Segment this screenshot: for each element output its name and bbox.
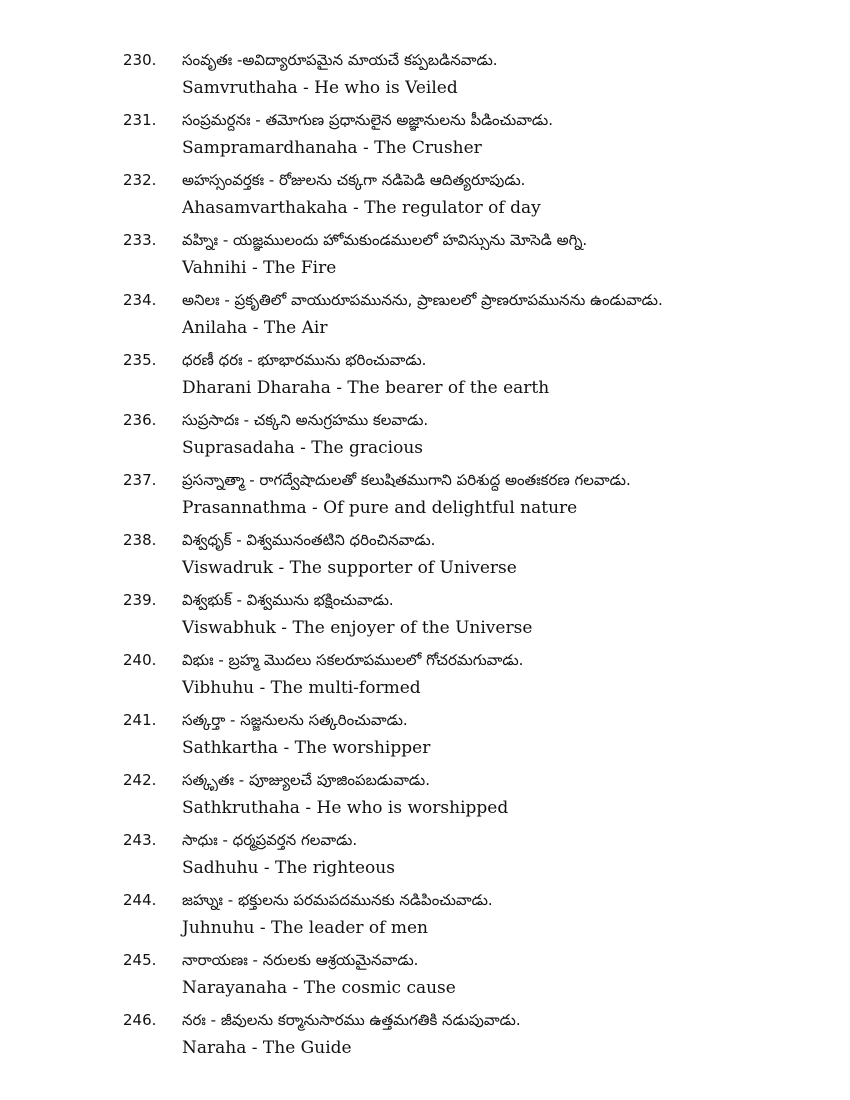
entry-242 (0, 764, 850, 824)
entry-239 (0, 584, 850, 644)
entry-number: 237. (123, 471, 157, 489)
entry-telugu-text: అహస్సంవర్తకః - రోజులను చక్కగా నడిపెడి ఆదిత్యరూపుడు. (182, 171, 526, 189)
entry-number: 238. (123, 531, 157, 549)
entry-telugu-text: సత్కర్తా - సజ్జనులను సత్కరించువాడు. (182, 711, 408, 729)
entry-english-text: Narayanaha - The cosmic cause (182, 978, 456, 998)
entry-237 (0, 464, 850, 524)
entry-230 (0, 44, 850, 104)
entry-english-text: Naraha - The Guide (182, 1038, 352, 1058)
entry-232 (0, 164, 850, 224)
entry-234 (0, 284, 850, 344)
entry-english-text: Ahasamvarthakaha - The regulator of day (182, 198, 541, 218)
entry-246 (0, 1004, 850, 1064)
entry-245 (0, 944, 850, 1004)
entry-english-text: Sampramardhanaha - The Crusher (182, 138, 482, 158)
entry-telugu-text: అనిలః - ప్రకృతిలో వాయురూపమునను, ప్రాణులలో ప్రాణరూపమునను ఉండువాడు. (182, 291, 663, 309)
entry-english-text: Sadhuhu - The righteous (182, 858, 395, 878)
entry-english-text: Viswadruk - The supporter of Universe (182, 558, 517, 578)
entry-english-text: Vibhuhu - The multi-formed (182, 678, 421, 698)
entry-telugu-text: నరః - జీవులను కర్మానుసారము ఉత్తమగతికి నడుపువాడు. (182, 1011, 521, 1029)
entry-number: 231. (123, 111, 157, 129)
entry-telugu-text: ప్రసన్నాత్మా - రాగద్వేషాదులతో కలుషితముగాని పరిశుద్ధ అంతఃకరణ గలవాడు. (182, 471, 631, 489)
entry-number: 234. (123, 291, 157, 309)
entry-english-text: Viswabhuk - The enjoyer of the Universe (182, 618, 533, 638)
entry-list (0, 44, 850, 1064)
entry-english-text: Dharani Dharaha - The bearer of the earth (182, 378, 550, 398)
entry-telugu-text: విశ్వధృక్ - విశ్వమునంతటిని ధరించినవాడు. (182, 531, 436, 549)
entry-number: 242. (123, 771, 157, 789)
entry-number: 236. (123, 411, 157, 429)
entry-233 (0, 224, 850, 284)
entry-number: 230. (123, 51, 157, 69)
entry-telugu-text: సుప్రసాదః - చక్కని అనుగ్రహము కలవాడు. (182, 411, 429, 429)
entry-number: 239. (123, 591, 157, 609)
entry-number: 243. (123, 831, 157, 849)
entry-english-text: Sathkruthaha - He who is worshipped (182, 798, 509, 818)
entry-241 (0, 704, 850, 764)
entry-telugu-text: సంప్రమర్దనః - తమోగుణ ప్రధానులైన అజ్ఞానులను పీడించువాడు. (182, 111, 553, 129)
entry-english-text: Prasannathma - Of pure and delightful nature (182, 498, 578, 518)
entry-number: 235. (123, 351, 157, 369)
entry-number: 240. (123, 651, 157, 669)
entry-english-text: Samvruthaha - He who is Veiled (182, 78, 458, 98)
entry-telugu-text: నారాయణః - నరులకు ఆశ్రయమైనవాడు. (182, 951, 419, 969)
entry-telugu-text: జహ్నుః - భక్తులను పరమపదమునకు నడిపించువాడు. (182, 891, 493, 909)
entry-243 (0, 824, 850, 884)
entry-telugu-text: సత్కృతః - పూజ్యులచే పూజింపబడువాడు. (182, 771, 430, 789)
entry-238 (0, 524, 850, 584)
entry-240 (0, 644, 850, 704)
entry-english-text: Sathkartha - The worshipper (182, 738, 431, 758)
entry-235 (0, 344, 850, 404)
entry-244 (0, 884, 850, 944)
entry-english-text: Vahnihi - The Fire (182, 258, 337, 278)
entry-number: 241. (123, 711, 157, 729)
entry-telugu-text: సాధుః - ధర్మప్రవర్తన గలవాడు. (182, 831, 358, 849)
entry-telugu-text: సంవృతః -అవిద్యారూపమైన మాయచే కప్పబడినవాడు. (182, 51, 498, 69)
entry-english-text: Juhnuhu - The leader of men (182, 918, 428, 938)
entry-number: 244. (123, 891, 157, 909)
entry-telugu-text: ధరణీ ధరః - భూభారమును భరించువాడు. (182, 351, 427, 369)
entry-231 (0, 104, 850, 164)
entry-telugu-text: విభుః - బ్రహ్మ మొదలు సకలరూపములలో గోచరమగువాడు. (182, 651, 524, 669)
entry-number: 233. (123, 231, 157, 249)
entry-number: 232. (123, 171, 157, 189)
entry-english-text: Suprasadaha - The gracious (182, 438, 424, 458)
entry-236 (0, 404, 850, 464)
entry-number: 245. (123, 951, 157, 969)
entry-telugu-text: వహ్నిః - యజ్ఞములందు హోమకుండములలో హవిస్సును మోసెడి అగ్ని. (182, 231, 588, 249)
entry-telugu-text: విశ్వభుక్ - విశ్వమును భక్షించువాడు. (182, 591, 394, 609)
entry-number: 246. (123, 1011, 157, 1029)
entry-english-text: Anilaha - The Air (182, 318, 328, 338)
